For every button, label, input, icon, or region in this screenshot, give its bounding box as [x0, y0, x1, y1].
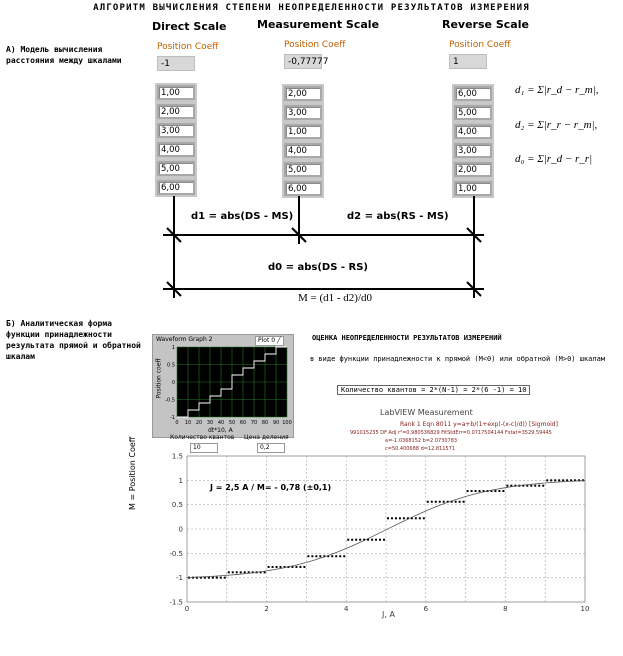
quanta-field[interactable]: 10: [190, 443, 218, 453]
data-point: [268, 566, 270, 568]
waveform-xtick: 40: [217, 420, 225, 426]
d1-label: d1 = abs(DS - MS): [191, 211, 294, 222]
division-field[interactable]: 0,2: [257, 443, 285, 453]
labview-rank: Rank 1 Eqn 8011 y=a+b/(1+exp(-(x-c)/d)) [Sigmoid]: [400, 421, 558, 428]
d0-label: d0 = abs(DS - RS): [268, 262, 368, 273]
reverse-coeff-label: Position Coeff: [449, 40, 511, 50]
waveform-xtick: 70: [250, 420, 258, 426]
quanta-label: Количество квантов: [170, 434, 235, 441]
main-xtick: 6: [423, 605, 429, 613]
main-ytick: 1.5: [171, 452, 183, 461]
reverse-value-5[interactable]: 2,00: [454, 162, 492, 177]
data-point: [303, 566, 305, 568]
data-point: [232, 571, 234, 573]
data-point: [387, 517, 389, 519]
reverse-value-3[interactable]: 4,00: [454, 124, 492, 139]
estimate-subheading: в виде функции принадлежности к прямой (M<0) или обратной (M>0) шкалам: [310, 355, 606, 363]
data-point: [403, 517, 405, 519]
waveform-xtick: 0: [175, 420, 179, 426]
data-point: [319, 555, 321, 557]
data-point: [240, 571, 242, 573]
waveform-ytick: 1: [171, 345, 175, 351]
direct-coeff-field: -1: [157, 56, 195, 71]
data-point: [311, 555, 313, 557]
main-ytick: 0.5: [171, 501, 183, 510]
data-point: [431, 501, 433, 503]
main-xtick: 10: [580, 605, 590, 613]
chart-annotation: J = 2,5 A / M= - 0,78 (±0,1): [210, 483, 332, 492]
data-point: [502, 490, 504, 492]
direct-value-6[interactable]: 6,00: [157, 180, 195, 195]
direct-value-4[interactable]: 4,00: [157, 142, 195, 157]
section-b-label: Б) Аналитическая форма функции принадлежности результата прямой и обратной шкалам: [6, 319, 141, 361]
waveform-ytick: -1: [170, 415, 175, 421]
data-point: [534, 485, 536, 487]
waveform-ytick: -0.5: [165, 397, 175, 404]
data-point: [550, 479, 552, 481]
waveform-xtick: 50: [228, 420, 236, 426]
data-point: [467, 490, 469, 492]
data-point: [375, 539, 377, 541]
reverse-value-1[interactable]: 6,00: [454, 86, 492, 101]
data-point: [335, 555, 337, 557]
data-point: [212, 577, 214, 579]
data-point: [538, 485, 540, 487]
measurement-value-3[interactable]: 1,00: [284, 124, 322, 139]
labview-coef2: c=50.400688 d=12.811571: [385, 446, 455, 452]
data-point: [494, 490, 496, 492]
measurement-value-1[interactable]: 2,00: [284, 86, 322, 101]
data-point: [280, 566, 282, 568]
direct-coeff-label: Position Coeff: [157, 42, 219, 52]
waveform-ytick: 0.5: [167, 362, 175, 369]
data-point: [359, 539, 361, 541]
main-xtick: 4: [343, 605, 349, 613]
waveform-xtick: 20: [195, 420, 203, 426]
data-point: [272, 566, 274, 568]
quanta-formula: Количество квантов = 2*(N-1) = 2*(6 -1) = 10: [337, 385, 530, 395]
measurement-value-4[interactable]: 4,00: [284, 143, 322, 158]
waveform-ytick: 0: [171, 380, 175, 386]
data-point: [435, 501, 437, 503]
data-point: [439, 501, 441, 503]
data-point: [371, 539, 373, 541]
data-point: [307, 555, 309, 557]
waveform-ylabel: Position coeff: [155, 358, 163, 399]
data-point: [276, 566, 278, 568]
measurement-value-2[interactable]: 3,00: [284, 105, 322, 120]
data-point: [443, 501, 445, 503]
main-ylabel: M = Position Coeff: [128, 436, 137, 510]
labview-coef1: a=-1.0368152 b=2.0730783: [385, 438, 458, 444]
data-point: [347, 539, 349, 541]
reverse-value-4[interactable]: 3,00: [454, 143, 492, 158]
data-point: [554, 479, 556, 481]
data-point: [295, 566, 297, 568]
waveform-xtick: 100: [282, 420, 292, 426]
data-point: [383, 539, 385, 541]
direct-value-3[interactable]: 3,00: [157, 123, 195, 138]
main-ytick: 1: [178, 476, 183, 485]
reverse-scale-heading: Reverse Scale: [442, 18, 529, 31]
direct-value-2[interactable]: 2,00: [157, 104, 195, 119]
main-xtick: 2: [264, 605, 269, 613]
data-point: [498, 490, 500, 492]
data-point: [415, 517, 417, 519]
data-point: [566, 479, 568, 481]
main-ytick: -0.5: [169, 549, 183, 558]
measurement-scale-heading: Measurement Scale: [257, 18, 380, 31]
data-point: [479, 490, 481, 492]
main-xtick: 8: [503, 605, 508, 613]
plot-line-icon: ╱: [276, 337, 281, 344]
data-point: [506, 485, 508, 487]
formula-d0: d₀ = Σ|r_d − r_r|: [515, 153, 593, 165]
data-point: [546, 479, 548, 481]
labview-stats: 991015235 DF Adj r²=0.980536829 FitStdErr=0.0717504144 Fstat=3529.59445: [350, 430, 552, 436]
formula-d2: d₂ = Σ|r_r − r_m|,: [515, 119, 598, 131]
measurement-coeff-field: -0,77777: [284, 54, 322, 69]
data-point: [315, 555, 317, 557]
waveform-xtick: 30: [206, 420, 214, 426]
data-point: [220, 577, 222, 579]
data-point: [208, 577, 210, 579]
data-point: [236, 571, 238, 573]
formula-d1: d₁ = Σ|r_d − r_m|,: [515, 84, 599, 96]
data-point: [475, 490, 477, 492]
membership-chart: [150, 450, 600, 620]
waveform-xtick: 80: [261, 420, 269, 426]
data-point: [379, 539, 381, 541]
measurement-coeff-label: Position Coeff: [284, 40, 346, 50]
data-point: [299, 566, 301, 568]
data-point: [459, 501, 461, 503]
direct-value-1[interactable]: 1,00: [157, 85, 195, 100]
data-point: [558, 479, 560, 481]
waveform-xlabel: dt*10, A: [208, 427, 233, 434]
data-point: [244, 571, 246, 573]
direct-scale-heading: Direct Scale: [152, 20, 227, 33]
data-point: [228, 571, 230, 573]
m-formula: M = (d1 - d2)/d0: [298, 292, 373, 304]
data-point: [471, 490, 473, 492]
data-point: [395, 517, 397, 519]
measurement-value-5[interactable]: 5,00: [284, 162, 322, 177]
data-point: [423, 517, 425, 519]
main-xlabel: J, A: [382, 610, 395, 619]
main-ytick: -1: [176, 574, 183, 583]
data-point: [343, 555, 345, 557]
waveform-title: Waveform Graph 2: [156, 336, 213, 343]
page-title: АЛГОРИТМ ВЫЧИСЛЕНИЯ СТЕПЕНИ НЕОПРЕДЕЛЕННОСТИ РЕЗУЛЬТАТОВ ИЗМЕРЕНИЯ: [93, 3, 530, 13]
data-point: [351, 539, 353, 541]
estimate-heading: ОЦЕНКА НЕОПРЕДЕЛЕННОСТИ РЕЗУЛЬТАТОВ ИЗМЕРЕНИЙ: [312, 334, 502, 342]
main-ytick: -1.5: [169, 598, 183, 607]
waveform-xtick: 10: [184, 420, 192, 426]
d2-label: d2 = abs(RS - MS): [347, 211, 449, 222]
data-point: [339, 555, 341, 557]
data-point: [542, 485, 544, 487]
data-point: [463, 501, 465, 503]
data-point: [562, 479, 564, 481]
section-a-label: А) Модель вычисления расстояния между шкалами: [6, 45, 122, 65]
data-point: [399, 517, 401, 519]
waveform-xtick: 90: [272, 420, 280, 426]
data-point: [224, 577, 226, 579]
data-point: [391, 517, 393, 519]
data-point: [355, 539, 357, 541]
data-point: [530, 485, 532, 487]
division-label: Цена деления: [244, 434, 289, 441]
measurement-value-6[interactable]: 6,00: [284, 181, 322, 196]
data-point: [455, 501, 457, 503]
data-point: [216, 577, 218, 579]
main-ytick: 0: [178, 525, 183, 534]
reverse-value-6[interactable]: 1,00: [454, 181, 492, 196]
data-point: [419, 517, 421, 519]
data-point: [427, 501, 429, 503]
main-xtick: 0: [184, 605, 190, 613]
reverse-value-2[interactable]: 5,00: [454, 105, 492, 120]
data-point: [331, 555, 333, 557]
reverse-coeff-field: 1: [449, 54, 487, 69]
waveform-xtick: 60: [239, 420, 247, 426]
direct-value-5[interactable]: 5,00: [157, 161, 195, 176]
plot-legend-label: Plot 0: [258, 337, 276, 344]
labview-header: LabVIEW Measurement: [380, 408, 473, 417]
